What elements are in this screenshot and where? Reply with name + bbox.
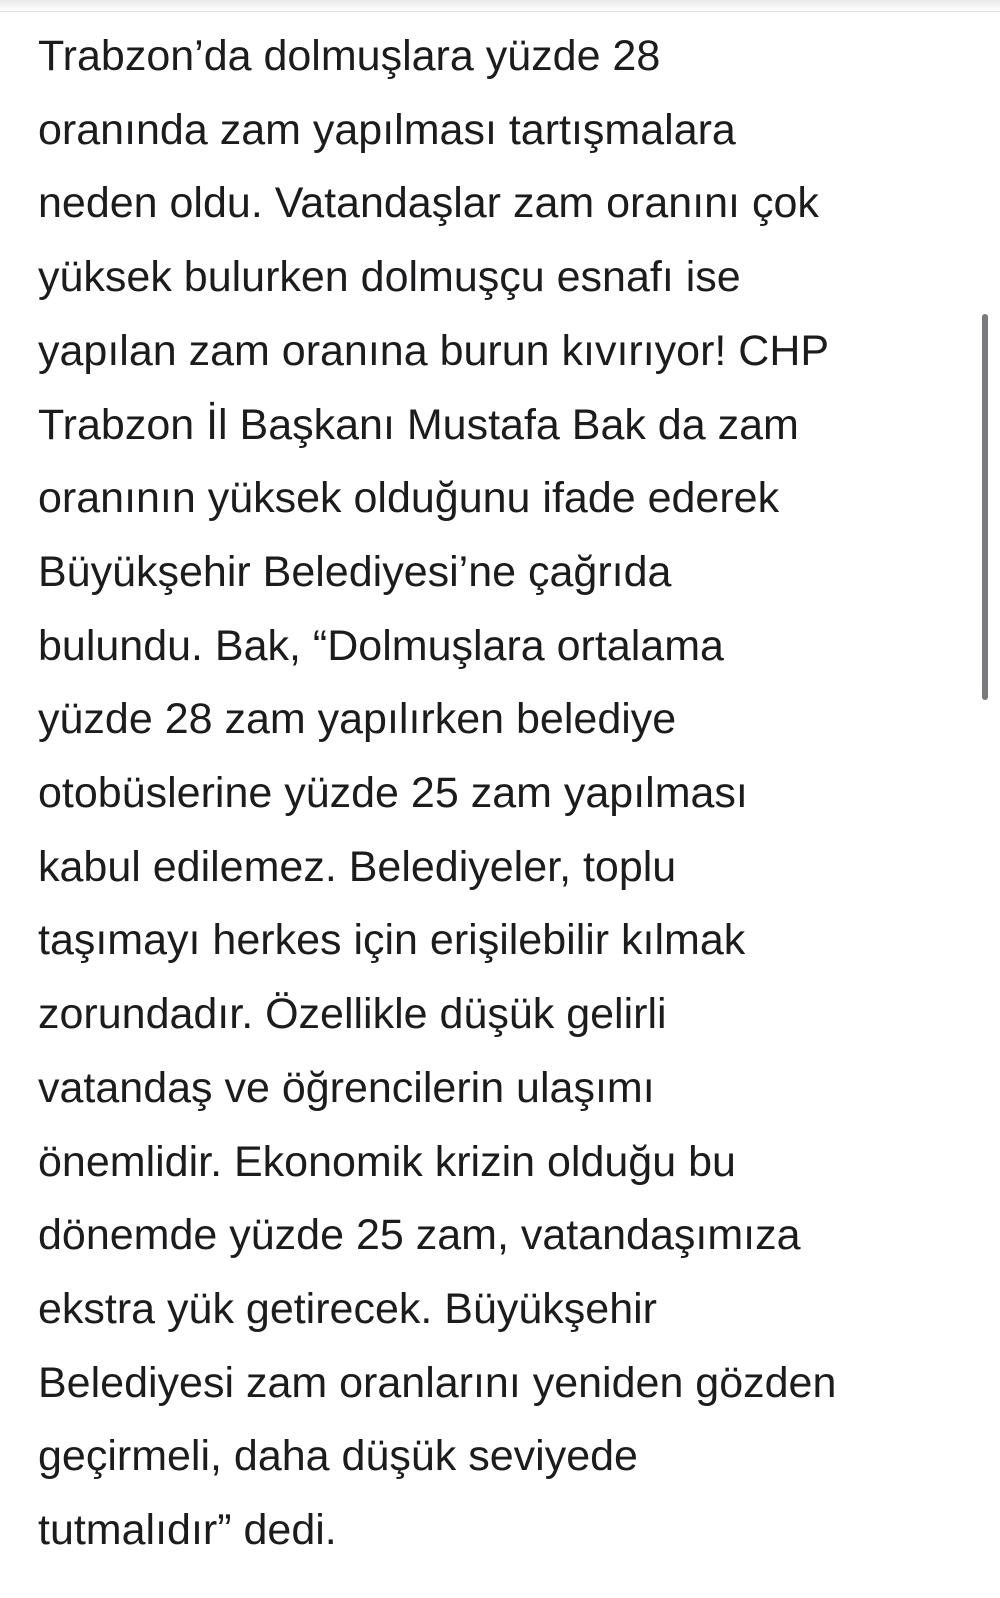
article-line-3: neden oldu. Vatandaşlar zam oranını çok <box>38 179 819 228</box>
article-line-1: Trabzon’da dolmuşlara yüzde 28 <box>38 32 661 80</box>
vertical-scrollbar[interactable] <box>982 314 988 700</box>
article-line-13: taşımayı herkes için erişilebilir kılmak <box>38 916 746 965</box>
article-line-17: dönemde yüzde 25 zam, vatandaşımıza <box>38 1211 801 1260</box>
article-body <box>38 20 968 1568</box>
article-line-5: yapılan zam oranına burun kıvırıyor! CHP <box>38 326 830 375</box>
article-line-11: otobüslerine yüzde 25 zam yapılması <box>38 769 748 818</box>
article-line-2: oranında zam yapılması tartışmalara <box>38 105 736 154</box>
article-line-16: önemlidir. Ekonomik krizin olduğu bu <box>38 1137 736 1186</box>
article-line-19: Belediyesi zam oranlarını yeniden gözden <box>38 1358 837 1407</box>
article-line-7: oranının yüksek olduğunu ifade ederek <box>38 474 780 523</box>
article-line-4: yüksek bulurken dolmuşçu esnafı ise <box>38 253 741 302</box>
top-divider <box>0 0 1000 12</box>
article-line-21: tutmalıdır” dedi. <box>38 1506 337 1555</box>
article-line-9: bulundu. Bak, “Dolmuşlara ortalama <box>38 621 724 670</box>
article-line-6: Trabzon İl Başkanı Mustafa Bak da zam <box>38 400 799 449</box>
article-line-14: zorundadır. Özellikle düşük gelirli <box>38 990 667 1039</box>
article-line-15: vatandaş ve öğrencilerin ulaşımı <box>38 1063 655 1112</box>
scrollbar-thumb[interactable] <box>982 314 988 700</box>
article-line-20: geçirmeli, daha düşük seviyede <box>38 1432 638 1481</box>
article-line-18: ekstra yük getirecek. Büyükşehir <box>38 1284 657 1333</box>
article-line-12: kabul edilemez. Belediyeler, toplu <box>38 842 677 891</box>
article-line-8: Büyükşehir Belediyesi’ne çağrıda <box>38 547 672 596</box>
article-line-10: yüzde 28 zam yapılırken belediye <box>38 695 677 744</box>
